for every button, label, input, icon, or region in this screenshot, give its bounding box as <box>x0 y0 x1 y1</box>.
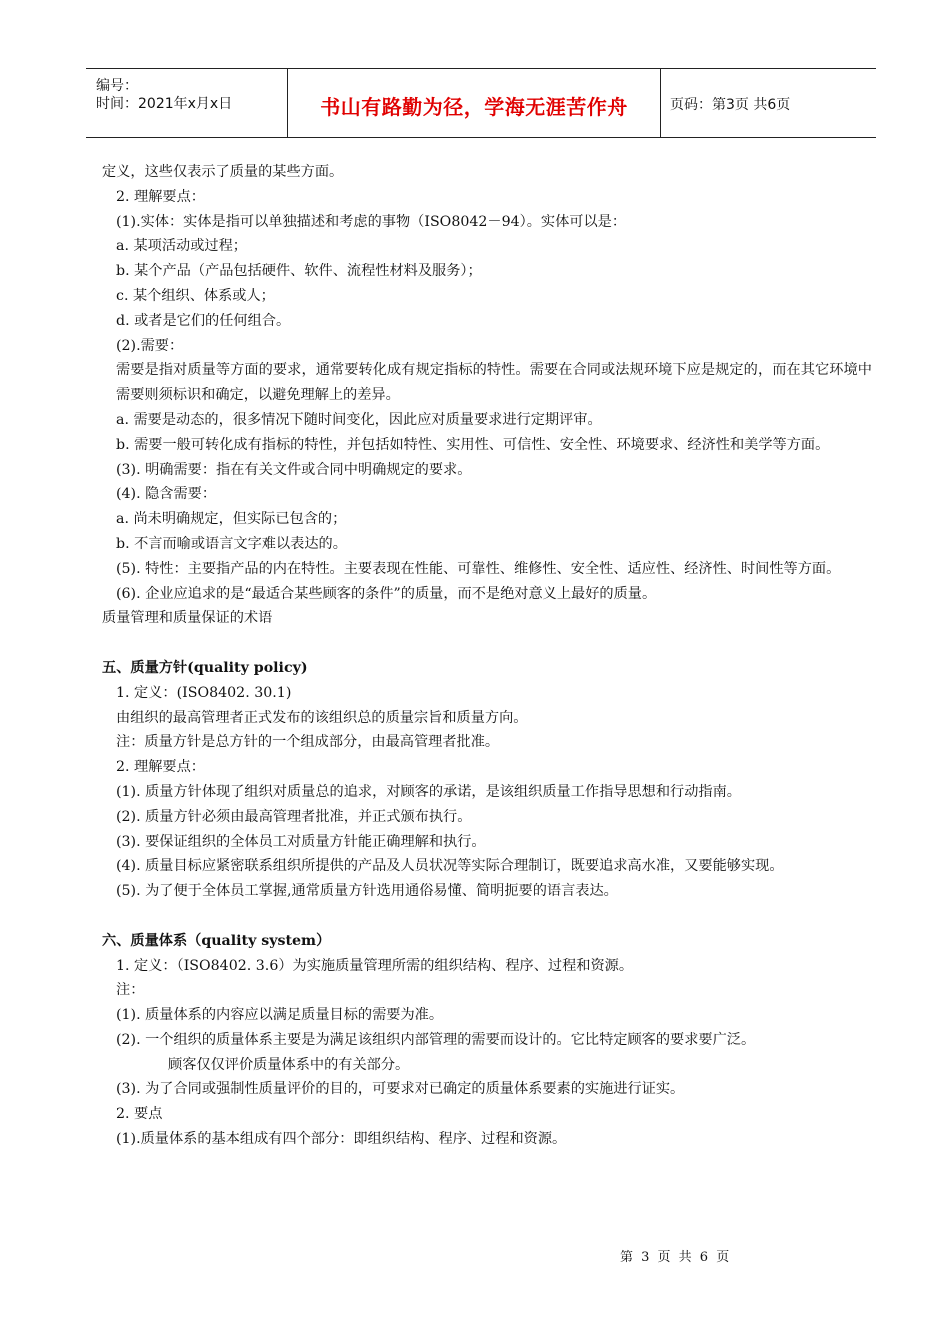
doc-date: 时间：2021年x月x日 <box>96 96 233 112</box>
body-line: (1).质量体系的基本组成有四个部分：即组织结构、程序、过程和资源。 <box>116 1131 567 1148</box>
body-line: (6). 企业应追求的是“最适合某些顾客的条件”的质量，而不是绝对意义上最好的质量。 <box>116 585 657 602</box>
blank-line <box>102 904 872 929</box>
body-line: 1. 定义：（ISO8402. 3.6）为实施质量管理所需的组织结构、程序、过程和资源。 <box>116 957 634 974</box>
body-line: 由组织的最高管理者正式发布的该组织总的质量宗旨和质量方向。 <box>116 709 528 726</box>
body-line: 顾客仅仅评价质量体系中的有关部分。 <box>168 1056 410 1073</box>
section-heading: 五、质量方针(quality policy) <box>102 659 308 676</box>
body-line: 注： <box>116 982 145 999</box>
body-line: (2).需要： <box>116 337 184 354</box>
body-line: 2. 理解要点： <box>116 759 205 776</box>
body-line: a. 尚未明确规定，但实际已包含的； <box>116 511 347 528</box>
body-line: (4). 质量目标应紧密联系组织所提供的产品及人员状况等实际合理制订，既要追求高水准，又要能够实现。 <box>116 858 784 875</box>
page-footer: 第 3 页 共 6 页 <box>620 1250 732 1265</box>
body-line: b. 需要一般可转化成有指标的特性，并包括如特性、实用性、可信性、安全性、环境要求、经济性和美学等方面。 <box>116 436 830 453</box>
body-line: (1). 质量方针体现了组织对质量总的追求，对顾客的承诺，是该组织质量工作指导思想和行动指南。 <box>116 783 741 800</box>
body-line: 质量管理和质量保证的术语 <box>102 610 273 627</box>
header-divider <box>660 69 661 137</box>
body-line: a. 需要是动态的，很多情况下随时间变化，因此应对质量要求进行定期评审。 <box>116 411 602 428</box>
body-line: (2). 质量方针必须由最高管理者批准，并正式颁布执行。 <box>116 808 472 825</box>
page-header <box>86 68 876 138</box>
body-line: (3). 为了合同或强制性质量评价的目的，可要求对已确定的质量体系要素的实施进行证实。 <box>116 1081 685 1098</box>
body-line: (2). 一个组织的质量体系主要是为满足该组织内部管理的需要而设计的。它比特定顾客的要求要广泛。 <box>116 1031 756 1048</box>
body-line: 1. 定义：(ISO8402. 30.1) <box>116 684 292 701</box>
body-line: 定义，这些仅表示了质量的某些方面。 <box>102 164 344 180</box>
doc-number: 编号： <box>96 78 138 94</box>
header-motto: 书山有路勤为径，学海无涯苦作舟 <box>320 95 628 119</box>
header-page-info: 页码：第3页 共6页 <box>670 97 791 113</box>
body-line: 注：质量方针是总方针的一个组成部分，由最高管理者批准。 <box>116 734 500 751</box>
section-heading: 六、质量体系（quality system） <box>102 932 331 949</box>
body-line: (4). 隐含需要： <box>116 486 217 503</box>
body-line: 2. 要点 <box>116 1106 163 1123</box>
body-line: b. 不言而喻或语言文字难以表达的。 <box>116 535 347 552</box>
document-body <box>102 160 872 1152</box>
body-line: b. 某个产品（产品包括硬件、软件、流程性材料及服务）； <box>116 263 482 280</box>
body-line: 2. 理解要点： <box>116 188 205 205</box>
body-line: (1).实体：实体是指可以单独描述和考虑的事物（ISO8042－94）。实体可以是： <box>116 213 627 230</box>
body-line: c. 某个组织、体系或人； <box>116 287 275 304</box>
body-line: d. 或者是它们的任何组合。 <box>116 312 291 329</box>
body-line: (5). 特性：主要指产品的内在特性。主要表现在性能、可靠性、维修性、安全性、适应性、经济性、时间性等方面。 <box>116 560 841 577</box>
body-line: a. 某项活动或过程； <box>116 238 247 255</box>
body-line: 需要是指对质量等方面的要求，通常要转化成有规定指标的特性。需要在合同或法规环境下应是规定的，而在其它环境中需要则须标识和确定，以避免理解上的差异。 <box>116 362 872 404</box>
body-line: (3). 明确需要：指在有关文件或合同中明确规定的要求。 <box>116 461 472 478</box>
body-line: (5). 为了便于全体员工掌握,通常质量方针选用通俗易懂、简明扼要的语言表达。 <box>116 883 618 900</box>
blank-line <box>102 631 872 656</box>
body-line: (3). 要保证组织的全体员工对质量方针能正确理解和执行。 <box>116 833 486 850</box>
body-line: (1). 质量体系的内容应以满足质量目标的需要为准。 <box>116 1007 444 1024</box>
